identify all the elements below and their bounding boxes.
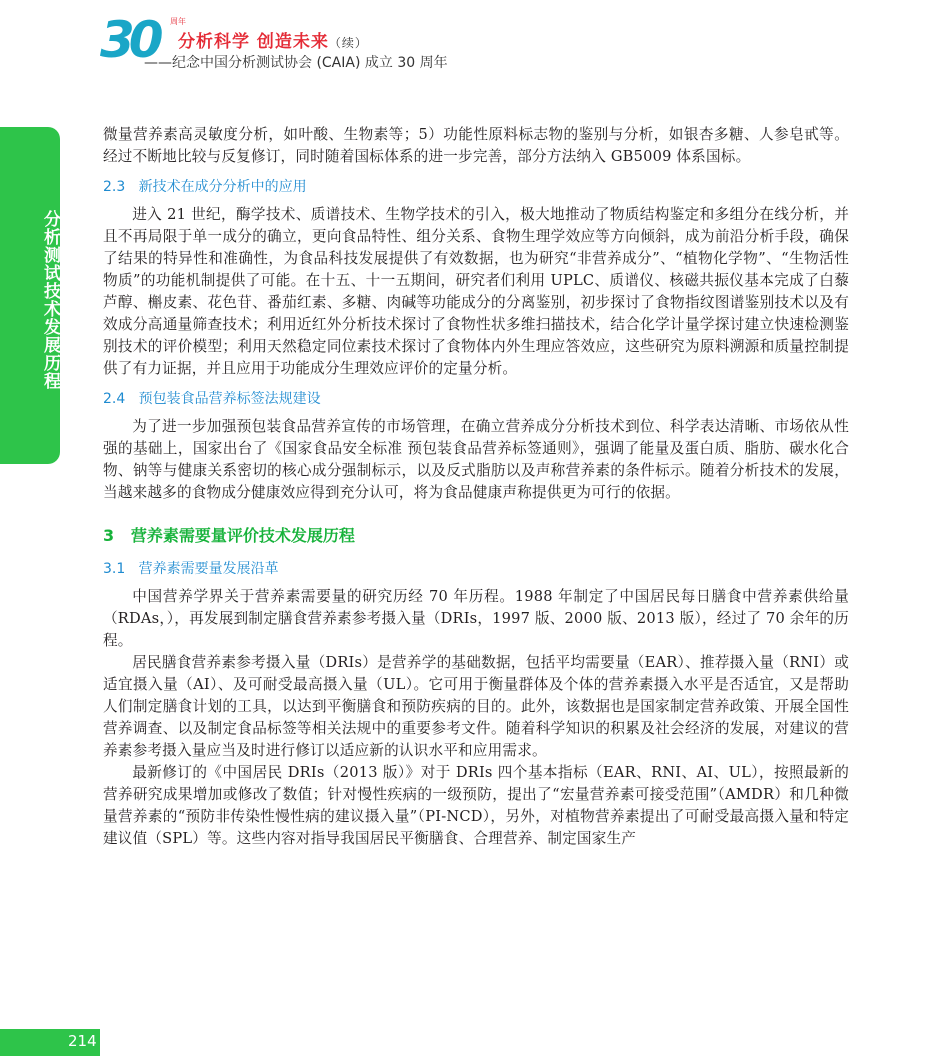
side-section-label: 分析测试技术发展历程 [40, 210, 60, 390]
anniversary-logo: 30 [100, 11, 158, 69]
logo-zhounian-label: 周年 [170, 17, 186, 26]
slogan-text: 分析科学 创造未来 [178, 32, 329, 52]
section-3-1-paragraph-1: 中国营养学界关于营养素需要量的研究历经 70 年历程。1988 年制定了中国居民每日膳食中营养素供给量（RDAs，），再发展到制定膳食营养素参考摄入量（DRIs，1997 版、2000 版、2013 版），经过了 70 余年的历程。 [103, 588, 849, 649]
section-2-4-paragraph: 为了进一步加强预包装食品营养宣传的市场管理，在确立营养成分分析技术到位、科学表达清晰、市场依从性强的基础上，国家出台了《国家食品安全标准 预包装食品营养标签通则》，强调了能量及蛋白质、脂肪、碳水化合物、钠等与健康关系密切的核心成分强制标示，以及反式脂肪以及声称营养素的条件标示。随着分析技术的发展，当越来越多的食物成分健康效应得到充分认可，将为食品健康声称提供更为可行的依据。 [103, 418, 849, 501]
page-header [100, 11, 600, 74]
section-2-3-heading: 2.3 新技术在成分分析中的应用 [103, 179, 307, 195]
header-slogan [178, 27, 368, 52]
section-3-1-paragraph-2: 居民膳食营养素参考摄入量（DRIs）是营养学的基础数据，包括平均需要量（EAR）、推荐摄入量（RNI）或适宜摄入量（AI）、及可耐受最高摄入量（UL）。它可用于衡量群体及个体的营养素摄入水平是否适宜，又是帮助人们制定膳食计划的工具，以达到平衡膳食和预防疾病的目的。此外，该数据也是国家制定营养政策、开展全国性营养调查、以及制定食品标签等相关法规中的重要参考文件。随着科学知识的积累及社会经济的发展，对建议的营养素参考摄入量应当及时进行修订以适应新的认识水平和应用需求。 [103, 654, 849, 759]
section-2-4-heading: 2.4 预包装食品营养标签法规建设 [103, 391, 321, 407]
section-2-3-paragraph: 进入 21 世纪，酶学技术、质谱技术、生物学技术的引入，极大地推动了物质结构鉴定和多组分在线分析，并且不再局限于单一成分的确立，更向食品特性、组分关系、食物生理学效应等方向倾斜，成为前沿分析手段，确保了结果的特异性和准确性，为食品科技发展提供了有效数据，也为研究“非营养成分”、“植物化学物”、“生物活性物质”的功能机制提供了可能。在十五、十一五期间，研究者们利用 UPLC、质谱仪、核磁共振仪基本完成了白藜芦醇、槲皮素、花色苷、番茄红素、多糖、肉碱等功能成分的分离鉴别，初步探讨了食物指纹图谱鉴别技术以及有效成分高通量筛查技术；利用近红外分析技术探讨了食物性状多维扫描技术，结合化学计量学探讨建立快速检测鉴别技术的评价模型；利用天然稳定同位素技术探讨了食物体内外生理应答效应，这些研究为原料溯源和质量控制提供了有力证据，并且应用于功能成分生理效应评价的定量分析。 [103, 206, 849, 377]
section-3-heading: 3 营养素需要量评价技术发展历程 [103, 526, 355, 545]
slogan-suffix: （续） [328, 36, 368, 50]
header-subtitle: ——纪念中国分析测试协会 (CAIA) 成立 30 周年 [144, 55, 448, 71]
section-3-1-heading: 3.1 营养素需要量发展沿革 [103, 561, 279, 577]
page-number: 214 [68, 1032, 97, 1050]
section-3-1-paragraph-3: 最新修订的《中国居民 DRIs（2013 版）》对于 DRIs 四个基本指标（EAR、RNI、AI、UL），按照最新的营养研究成果增加或修改了数值；针对慢性疾病的一级预防，提出了“宏量营养素可接受范围”（AMDR）和几种微量营养素的“预防非传染性慢性病的建议摄入量”（PI-NCD），另外，对植物营养素提出了可耐受最高摄入量和特定建议值（SPL）等。这些内容对指导我国居民平衡膳食、合理营养、制定国家生产 [103, 764, 850, 847]
intro-paragraph: 微量营养素高灵敏度分析，如叶酸、生物素等；5）功能性原料标志物的鉴别与分析，如银杏多糖、人参皂甙等。经过不断地比较与反复修订，同时随着国标体系的进一步完善，部分方法纳入 GB5009 体系国标。 [103, 126, 849, 165]
article-body [103, 124, 849, 850]
